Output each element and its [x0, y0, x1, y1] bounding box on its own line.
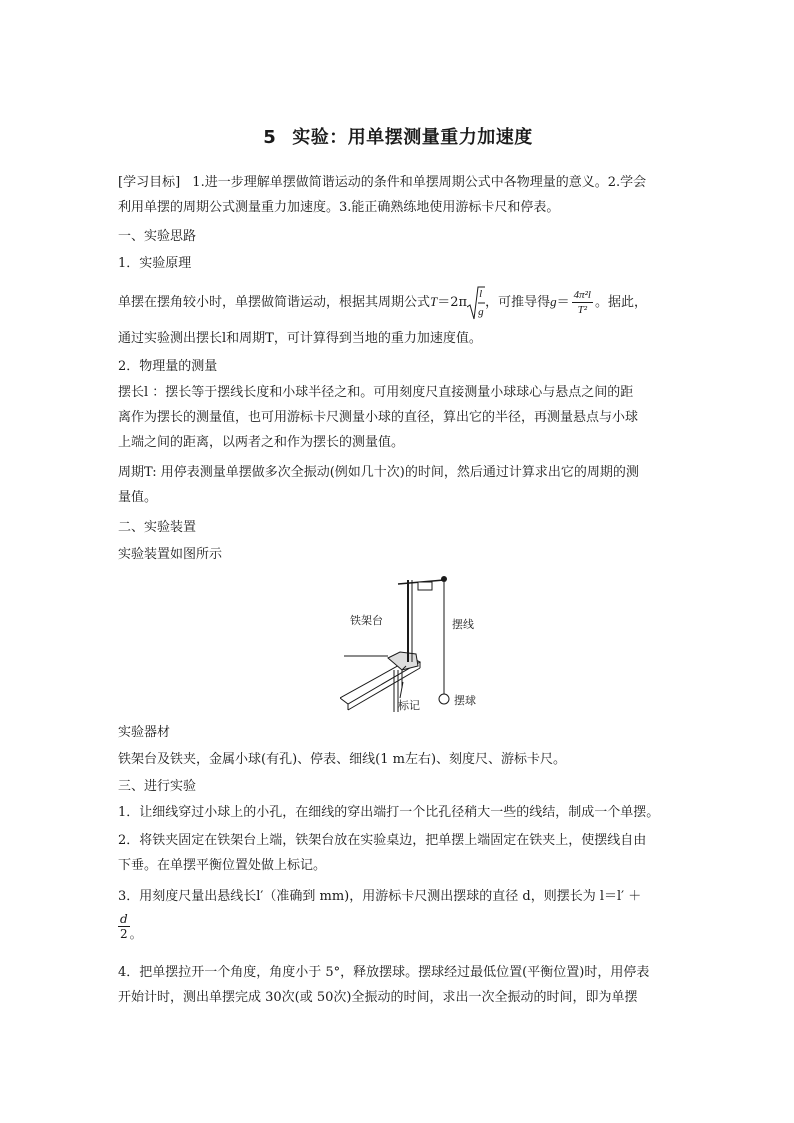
- title-text: 实验：用单摆测量重力加速度: [292, 127, 533, 148]
- objective-tag: [学习目标]: [118, 175, 181, 190]
- section-heading-1: 一、实验思路: [118, 229, 197, 244]
- principle-line-2: 通过实验测出摆长l和周期T，可计算得到当地的重力加速度值。: [118, 331, 482, 346]
- step-1: 1．让细线穿过小球上的小孔，在细线的穿出端打一个比孔径稍大一些的线结，制成一个单摆。: [118, 805, 660, 820]
- subheading-measurement: 2．物理量的测量: [118, 359, 218, 374]
- step-3-fraction: [118, 912, 678, 941]
- apparatus-figure: [340, 570, 540, 720]
- d-denominator: 2: [120, 927, 128, 941]
- step-3-tail: 。: [129, 927, 142, 941]
- principle-paragraph: [118, 282, 678, 323]
- figure-label-ball: 摆球: [454, 694, 476, 707]
- device-intro: 实验装置如图所示: [118, 547, 223, 562]
- page-title: [118, 123, 678, 149]
- step-3-line-1: 3．用刻度尺量出悬线长l′（准确到 mm)，用游标卡尺测出摆球的直径 d，则摆长为 l＝l′ ＋: [118, 889, 642, 904]
- d-over-2-fraction: [118, 912, 130, 941]
- section-heading-2: 二、实验装置: [118, 520, 197, 535]
- length-line-2: 离作为摆长的测量值，也可用游标卡尺测量小球的直径，算出它的半径，再测量悬点与小球: [118, 410, 639, 425]
- equipment-title: 实验器材: [118, 725, 171, 740]
- principle-before: 单摆在摆角较小时，单摆做简谐运动，根据其周期公式: [118, 295, 431, 310]
- sqrt-expression: [467, 283, 485, 323]
- figure-label-string: 摆线: [452, 618, 474, 631]
- section-number: 5: [263, 127, 277, 148]
- step-4-line-2: 开始计时，测出单摆完成 30次(或 50次)全振动的时间，求出一次全振动的时间，即为单摆: [118, 990, 638, 1005]
- objective-line-2: 利用单摆的周期公式测量重力加速度。3.能正确熟练地使用游标卡尺和停表。: [118, 200, 560, 215]
- fraction-numerator: 4π²l: [573, 289, 591, 301]
- subheading-principle: 1．实验原理: [118, 256, 192, 271]
- step-4-line-1: 4．把单摆拉开一个角度，角度小于 5°，释放摆球。摆球经过最低位置(平衡位置)时，用停表: [118, 965, 650, 980]
- section-heading-3: 三、进行实验: [118, 779, 197, 794]
- step-2: [118, 828, 678, 878]
- figure-label-mark: 标记: [398, 699, 420, 712]
- period-paragraph: [118, 460, 678, 510]
- principle-after: 。据此，: [594, 295, 647, 310]
- learning-objectives: [118, 170, 678, 220]
- formula-eq: ＝2π: [437, 295, 468, 310]
- step-4: [118, 960, 678, 1010]
- figure-label-stand: 铁架台: [350, 614, 383, 627]
- step-2-line-2: 下垂。在单摆平衡位置处做上标记。: [118, 858, 327, 873]
- formula-T: T: [430, 294, 438, 309]
- pendulum-apparatus-illustration: [340, 570, 540, 720]
- formula-eq-2: ＝: [556, 295, 570, 310]
- period-line-2: 量值。: [118, 490, 158, 505]
- pendulum-length-paragraph: [118, 380, 678, 455]
- period-line-1: 周期T: 用停表测量单摆做多次全振动(例如几十次)的时间，然后通过计算求出它的周期的测: [118, 465, 639, 480]
- formula-g: g: [550, 294, 557, 309]
- g-fraction: [572, 288, 593, 317]
- sqrt-numerator: l: [479, 287, 483, 300]
- d-numerator: d: [120, 912, 128, 926]
- equipment-list: 铁架台及铁夹，金属小球(有孔)、停表、细线(1 m左右)、刻度尺、游标卡尺。: [118, 752, 567, 767]
- length-line-1: 摆长l ：摆长等于摆线长度和小球半径之和。可用刻度尺直接测量小球球心与悬点之间的距: [118, 385, 634, 400]
- fraction-denominator: T²: [577, 304, 587, 316]
- objective-line-1: 1.进一步理解单摆做简谐运动的条件和单摆周期公式中各物理量的意义。2.学会: [192, 175, 647, 190]
- length-line-3: 上端之间的距离，以两者之和作为摆长的测量值。: [118, 435, 405, 450]
- step-3: [118, 884, 678, 909]
- principle-mid: ，可推导得: [485, 295, 551, 310]
- step-2-line-1: 2．将铁夹固定在铁架台上端，铁架台放在实验桌边，把单摆上端固定在铁夹上，使摆线自由: [118, 833, 647, 848]
- sqrt-denominator: g: [478, 305, 484, 318]
